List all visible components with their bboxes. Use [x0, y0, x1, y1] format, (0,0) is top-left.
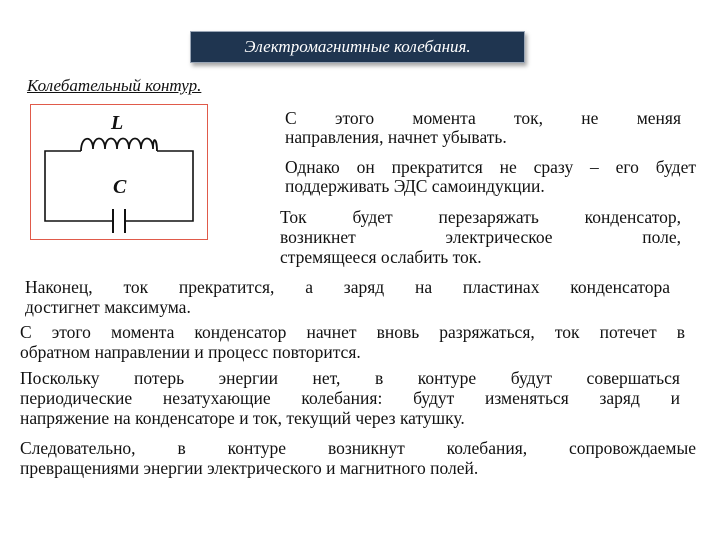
paragraph-3-line-3: стремящееся ослабить ток. — [280, 247, 482, 267]
paragraph-5-line-2: обратном направлении и процесс повторится. — [20, 342, 361, 362]
circuit-wire-right — [125, 151, 193, 221]
paragraph-6-line-2: периодические незатухающие колебания: будут изменяться заряд и — [20, 388, 680, 408]
paragraph-2-line-2: поддерживать ЭДС самоиндукции. — [285, 176, 545, 196]
slide-title: Электромагнитные колебания. — [190, 31, 525, 63]
inductor-label: L — [111, 112, 124, 134]
section-subtitle: Колебательный контур. — [27, 76, 202, 95]
lc-circuit-drawing — [31, 105, 209, 241]
circuit-wire-left — [45, 151, 113, 221]
paragraph-1-line-2: направления, начнет убывать. — [285, 127, 507, 147]
paragraph-4-line-2: достигнет максимума. — [25, 297, 191, 317]
paragraph-4-line-1: Наконец, ток прекратится, а заряд на пластинах конденсатора — [25, 277, 670, 297]
paragraph-5-line-1: С этого момента конденсатор начнет вновь разряжаться, ток потечет в — [20, 322, 685, 342]
paragraph-3-line-1: Ток будет перезаряжать конденсатор, — [280, 207, 681, 227]
paragraph-6-line-1: Поскольку потерь энергии нет, в контуре будут совершаться — [20, 368, 680, 388]
paragraph-2-line-1: Однако он прекратится не сразу – его будет — [285, 157, 696, 177]
paragraph-3-line-2: возникнет электрическое поле, — [280, 227, 681, 247]
paragraph-6-line-3: напряжение на конденсаторе и ток, текущий через катушку. — [20, 408, 465, 428]
inductor-coil — [81, 139, 157, 152]
capacitor-label: C — [113, 176, 127, 198]
paragraph-7-line-2: превращениями энергии электрического и магнитного полей. — [20, 458, 479, 478]
paragraph-1-line-1: С этого момента ток, не меняя — [285, 108, 681, 128]
paragraph-7-line-1: Следовательно, в контуре возникнут колебания, сопровождаемые — [20, 438, 696, 458]
circuit-diagram — [30, 104, 208, 240]
